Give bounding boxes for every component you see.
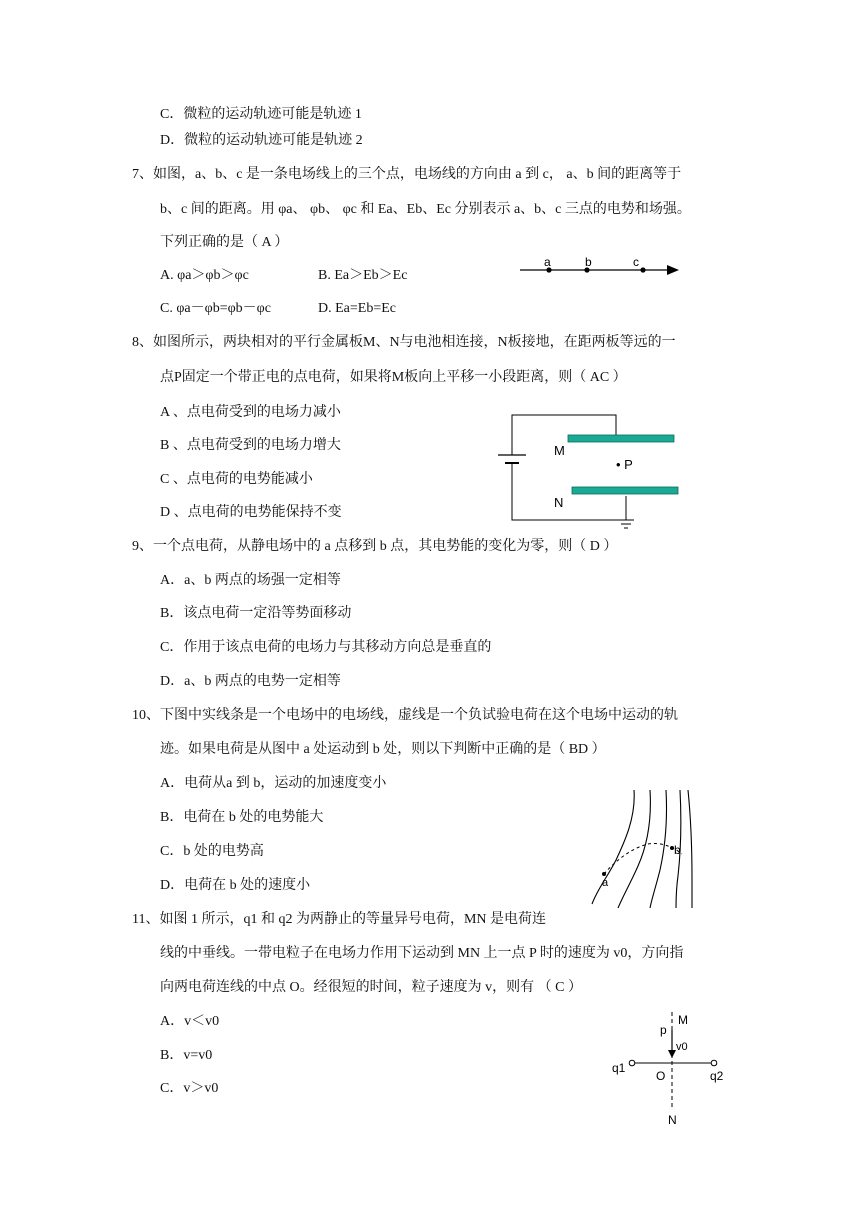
label-v0: v0 — [676, 1041, 688, 1053]
q8-stem-line1: 8、如图所示，两块相对的平行金属板M、N与电池相连接，N板接地，在距两板等远的一 — [132, 335, 676, 350]
q11-stem-line2: 线的中垂线。一带电粒子在电场力作用下运动到 MN 上一点 P 时的速度为 v0，方向指 — [160, 946, 684, 961]
q6-option-c: C．微粒的运动轨迹可能是轨迹 1 — [160, 107, 362, 122]
label-c: c — [633, 255, 639, 269]
point-a — [602, 872, 606, 876]
plate-n — [572, 487, 678, 494]
q10-stem-line2: 迹。如果电荷是从图中 a 处运动到 b 处，则以下判断中正确的是（ BD ） — [160, 742, 606, 757]
label-p: p — [660, 1023, 667, 1037]
label-q1: q1 — [612, 1061, 626, 1075]
q9-option-c: C．作用于该点电荷的电场力与其移动方向总是垂直的 — [160, 640, 492, 655]
q10-option-c: C．b 处的电势高 — [160, 844, 264, 859]
q11-option-a: A．v＜v0 — [160, 1014, 220, 1029]
q6-option-d: D．微粒的运动轨迹可能是轨迹 2 — [160, 133, 363, 148]
label-a: a — [544, 255, 551, 269]
q10-option-a: A．电荷从a 到 b，运动的加速度变小 — [160, 776, 387, 791]
label-o: O — [656, 1069, 666, 1083]
q7-stem-line2: b、c 间的距离。用 φa、 φb、 φc 和 Ea、Eb、Ec 分别表示 a、b、c 三点的电势和场强。 — [160, 202, 691, 217]
q10-option-b: B．电荷在 b 处的电势能大 — [160, 810, 324, 825]
q10-field-lines-figure — [588, 788, 708, 910]
q7-option-c: C. φa－φb=φb－φc — [160, 301, 271, 316]
q7-option-d: D. Ea=Eb=Ec — [318, 301, 396, 316]
field-line — [688, 790, 692, 908]
field-line — [618, 790, 650, 908]
q7-option-b: B. Ea＞Eb＞Ec — [318, 268, 408, 283]
q9-option-a: A．a、b 两点的场强一定相等 — [160, 573, 341, 588]
q9-option-d: D．a、b 两点的电势一定相等 — [160, 674, 341, 689]
q11-option-b: B．v=v0 — [160, 1048, 213, 1063]
plate-m — [568, 435, 674, 442]
q10-stem-line1: 10、下图中实线条是一个电场中的电场线，虚线是一个负试验电荷在这个电场中运动的轨 — [132, 708, 678, 723]
label-b: b — [674, 843, 681, 857]
charge-q1 — [629, 1060, 635, 1066]
label-n: N — [668, 1113, 677, 1127]
q11-dipole-figure — [608, 1008, 738, 1133]
label-p: • P — [616, 457, 633, 472]
q8-option-a: A 、点电荷受到的电场力减小 — [160, 405, 341, 420]
charge-q2 — [711, 1060, 717, 1066]
q8-option-d: D 、点电荷的电势能保持不变 — [160, 505, 342, 520]
point-c — [640, 267, 645, 272]
velocity-arrow-head-icon — [668, 1050, 676, 1058]
field-line — [650, 790, 667, 908]
q8-stem-line2: 点P固定一个带正电的点电荷，如果将M板向上平移一小段距离，则（ AC ） — [160, 370, 627, 385]
label-m: M — [554, 443, 565, 458]
q7-stem-line1: 7、如图，a、b、c 是一条电场线上的三个点，电场线的方向由 a 到 c， a、b 间的距离等于 — [132, 167, 682, 182]
q10-option-d: D．电荷在 b 处的速度小 — [160, 878, 311, 893]
label-n: N — [554, 495, 564, 510]
q8-option-b: B 、点电荷受到的电场力增大 — [160, 438, 341, 453]
label-m: M — [678, 1013, 688, 1027]
q9-option-b: B．该点电荷一定沿等势面移动 — [160, 606, 352, 621]
q7-stem-line3: 下列正确的是（ A ） — [160, 235, 289, 250]
q11-stem-line1: 11、如图 1 所示，q1 和 q2 为两静止的等量异号电荷，MN 是电荷连 — [132, 912, 547, 927]
q11-stem-line3: 向两电荷连线的中点 O。经很短的时间，粒子速度为 v，则有 （ C ） — [160, 980, 582, 995]
label-b: b — [585, 255, 592, 269]
label-a: a — [602, 877, 609, 889]
q11-option-c: C．v＞v0 — [160, 1081, 219, 1096]
q8-option-c: C 、点电荷的电势能减小 — [160, 472, 313, 487]
label-q2: q2 — [710, 1069, 724, 1083]
q8-capacitor-figure — [490, 410, 690, 540]
q7-field-line-figure — [515, 255, 685, 283]
q7-option-a: A. φa＞φb＞φc — [160, 268, 249, 283]
q9-stem: 9、一个点电荷，从静电场中的 a 点移到 b 点，其电势能的变化为零，则（ D ） — [132, 539, 618, 554]
arrow-head-icon — [667, 265, 679, 275]
